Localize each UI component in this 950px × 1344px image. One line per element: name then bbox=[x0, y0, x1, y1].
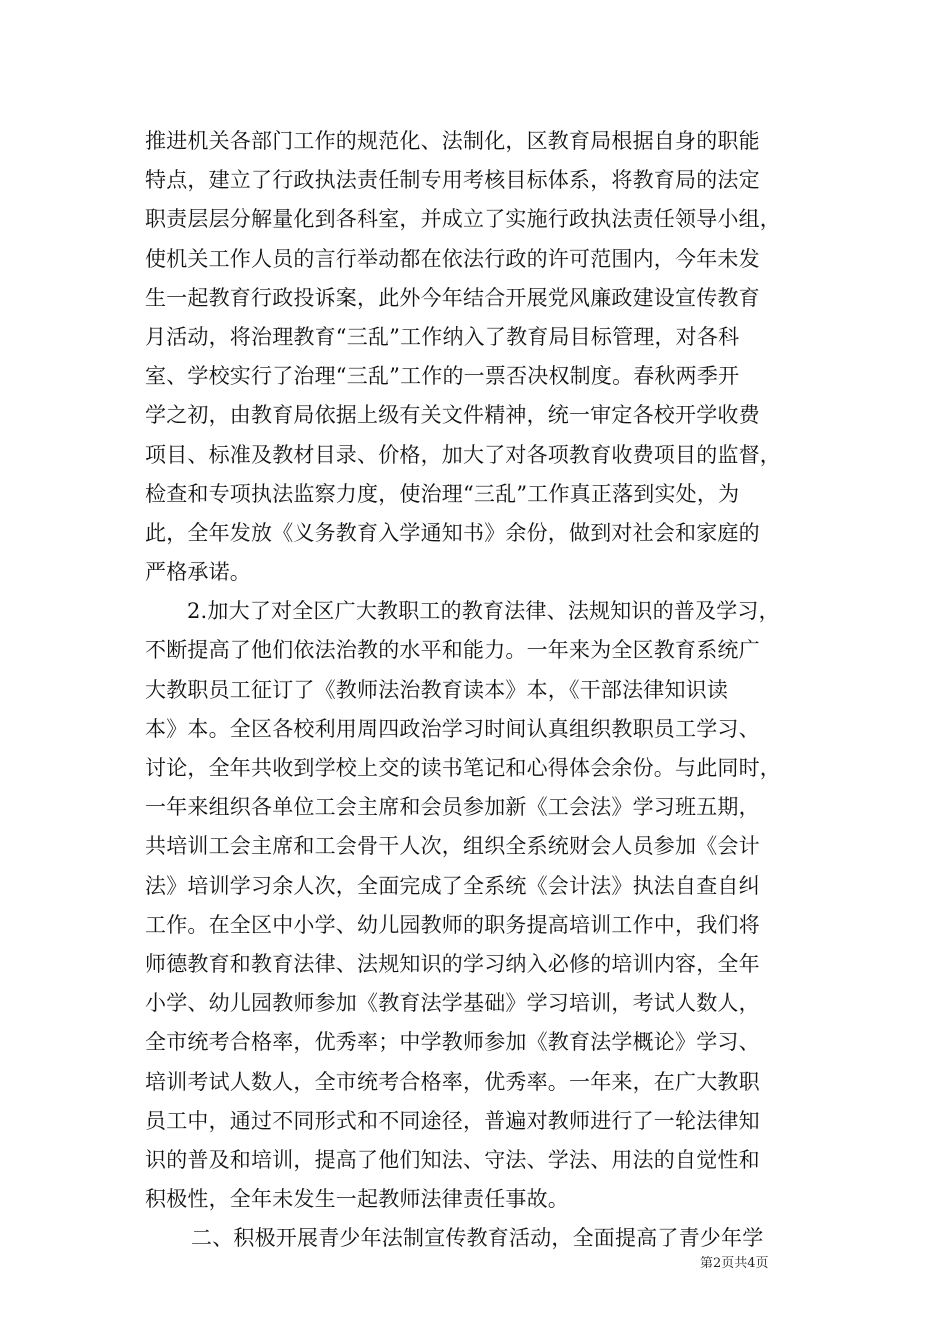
page-number-footer: 第2页共4页 bbox=[700, 1256, 769, 1271]
text-line: 职责层层分解量化到各科室，并成立了实施行政执法责任领导小组， bbox=[145, 207, 781, 232]
section-heading-line: 二、积极开展青少年法制宣传教育活动，全面提高了青少年学 bbox=[191, 1226, 764, 1251]
text-line: 生一起教育行政投诉案，此外今年结合开展党风廉政建设宣传教育 bbox=[145, 285, 760, 310]
text-line: 不断提高了他们依法治教的水平和能力。一年来为全区教育系统广 bbox=[145, 638, 760, 663]
text-line: 法》培训学习余人次，全面完成了全系统《会计法》执法自查自纠 bbox=[145, 873, 760, 898]
text-line: 本》本。全区各校利用周四政治学习时间认真组织教职员工学习、 bbox=[145, 716, 760, 741]
text-line: 大教职员工征订了《教师法治教育读本》本，《干部法律知识读 bbox=[145, 677, 729, 702]
text-line: 使机关工作人员的言行举动都在依法行政的许可范围内，今年未发 bbox=[145, 246, 760, 271]
text-line: 项目、标准及教材目录、价格，加大了对各项教育收费项目的监督， bbox=[145, 442, 781, 467]
text-line: 一年来组织各单位工会主席和会员参加新《工会法》学习班五期， bbox=[145, 795, 760, 820]
text-line: 推进机关各部门工作的规范化、法制化，区教育局根据自身的职能 bbox=[145, 129, 760, 153]
text-line: 此，全年发放《义务教育入学通知书》余份，做到对社会和家庭的 bbox=[145, 520, 760, 545]
text-line: 积极性，全年未发生一起教师法律责任事故。 bbox=[145, 1187, 569, 1212]
paragraph-start-line: 2.加大了对全区广大教职工的教育法律、法规知识的普及学习， bbox=[187, 599, 780, 624]
text-line: 检查和专项执法监察力度，使治理“三乱”工作真正落到实处，为 bbox=[145, 481, 740, 506]
text-line: 特点，建立了行政执法责任制专用考核目标体系，将教育局的法定 bbox=[145, 168, 760, 193]
text-line: 识的普及和培训，提高了他们知法、守法、学法、用法的自觉性和 bbox=[145, 1147, 760, 1172]
text-line: 全市统考合格率，优秀率；中学教师参加《教育法学概论》学习、 bbox=[145, 1030, 760, 1055]
body-text bbox=[145, 122, 815, 1258]
text-line: 月活动，将治理教育“三乱”工作纳入了教育局目标管理，对各科 bbox=[145, 324, 740, 349]
text-line: 工作。在全区中小学、幼儿园教师的职务提高培训工作中，我们将 bbox=[145, 912, 760, 937]
text-line: 小学、幼儿园教师参加《教育法学基础》学习培训，考试人数人， bbox=[145, 991, 760, 1016]
text-line: 共培训工会主席和工会骨干人次，组织全系统财会人员参加《会计 bbox=[145, 834, 760, 859]
text-line: 室、学校实行了治理“三乱”工作的一票否决权制度。春秋两季开 bbox=[145, 364, 740, 389]
text-line: 学之初，由教育局依据上级有关文件精神，统一审定各校开学收费 bbox=[145, 403, 760, 428]
text-line: 师德教育和教育法律、法规知识的学习纳入必修的培训内容，全年 bbox=[145, 951, 760, 976]
text-line: 培训考试人数人，全市统考合格率，优秀率。一年来，在广大教职 bbox=[145, 1069, 760, 1094]
text-line: 员工中，通过不同形式和不同途径，普遍对教师进行了一轮法律知 bbox=[145, 1108, 760, 1133]
text-line: 讨论，全年共收到学校上交的读书笔记和心得体会余份。与此同时， bbox=[145, 756, 781, 780]
text-line: 严格承诺。 bbox=[145, 560, 251, 585]
